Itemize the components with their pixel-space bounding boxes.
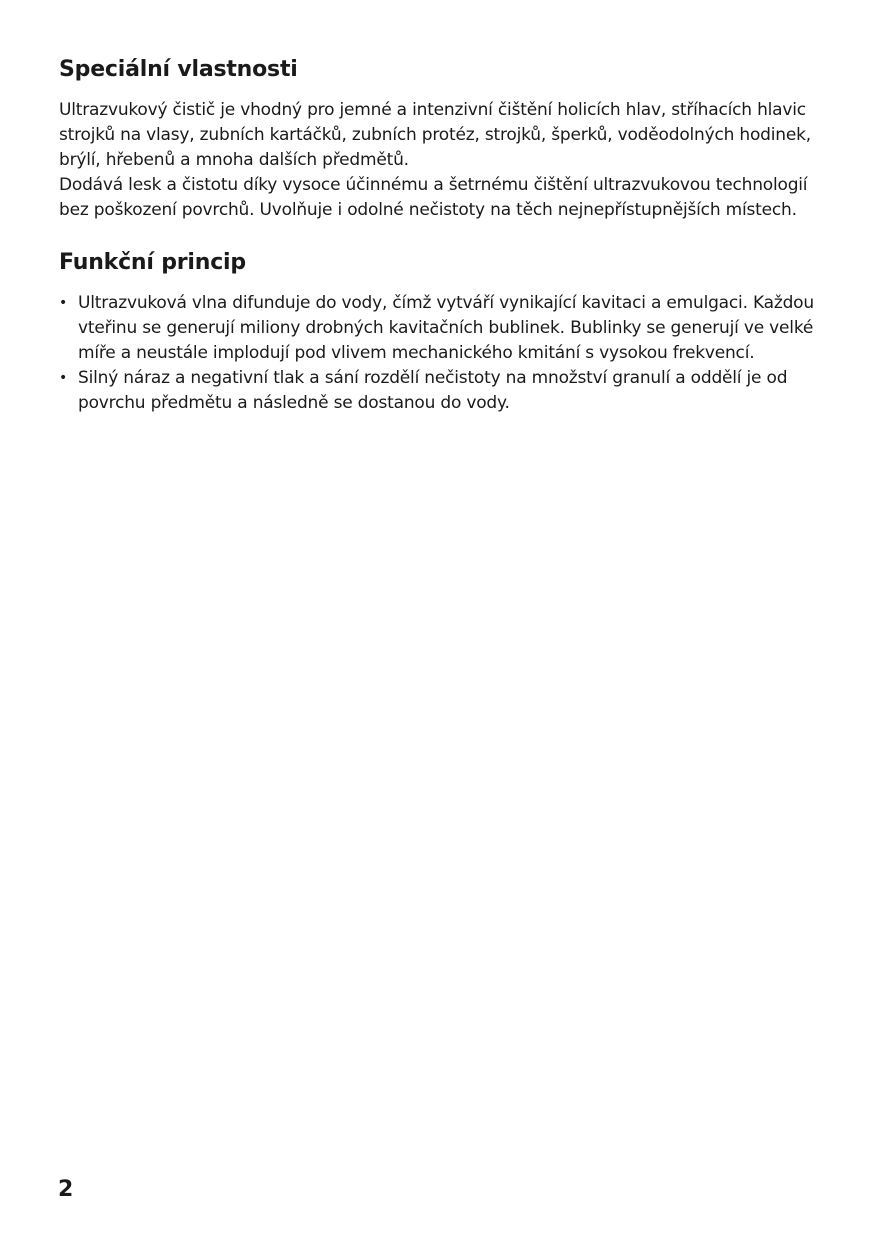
bullet-icon: • — [59, 295, 68, 311]
bullet-text: Ultrazvuková vlna difunduje do vody, čímž vytváří vynikající kavitaci a emulgaci. Každou vteřinu se generují miliony drobných kavitačních bublinek. Bublinky se generují ve velké míře a neustále implodují pod vlivem mechanického kmitání s vysokou frekvencí. — [78, 293, 814, 363]
page-content — [59, 56, 821, 416]
section-heading: Funkční princip — [59, 250, 246, 275]
section-heading: Speciální vlastnosti — [59, 57, 298, 82]
page-number: 2 — [58, 1177, 74, 1202]
bullet-item — [59, 291, 821, 366]
bullet-icon: • — [59, 370, 68, 386]
bullet-item — [59, 366, 821, 416]
section-special-features — [59, 56, 821, 223]
paragraph: Ultrazvukový čistič je vhodný pro jemné a intenzivní čištění holicích hlav, stříhacích hlavic strojků na vlasy, zubních kartáčků, zubních protéz, strojků, šperků, voděodolných hodinek, brýlí, hřebenů a mnoha dalších předmětů. — [59, 100, 811, 170]
bullet-text: Silný náraz a negativní tlak a sání rozdělí nečistoty na množství granulí a oddělí je od povrchu předmětu a následně se dostanou do vody. — [78, 368, 788, 413]
bullet-list — [59, 291, 821, 416]
section-working-principle — [59, 249, 821, 416]
paragraph: Dodává lesk a čistotu díky vysoce účinnému a šetrnému čištění ultrazvukovou technologií bez poškození povrchů. Uvolňuje i odolné nečistoty na těch nejnepřístupnějších místech. — [59, 175, 808, 220]
